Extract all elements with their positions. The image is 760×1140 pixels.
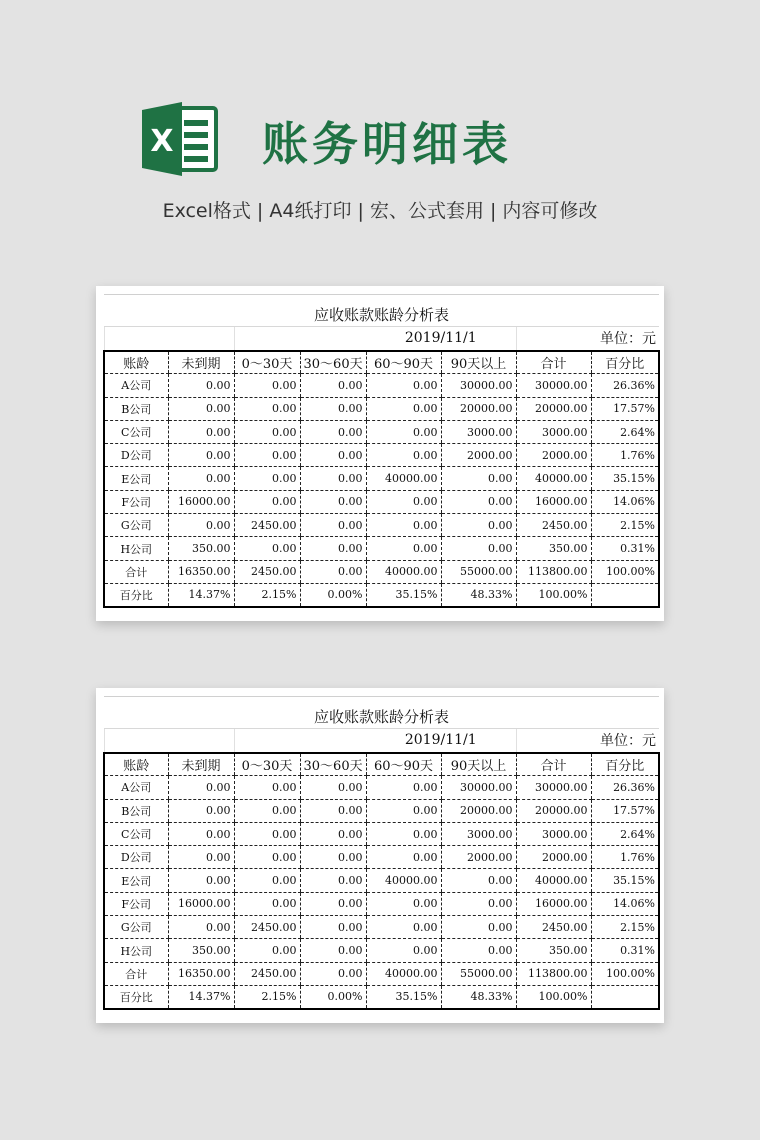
- table-cell: 0.00: [300, 846, 366, 869]
- table-cell: 2450.00: [516, 514, 591, 537]
- table-cell: 2000.00: [441, 846, 516, 869]
- table-cell: 0.00: [168, 374, 234, 397]
- table-cell: 30000.00: [516, 374, 591, 397]
- table-cell: 16000.00: [168, 490, 234, 513]
- table-cell: 3000.00: [441, 822, 516, 845]
- table-cell: 40000.00: [516, 869, 591, 892]
- table-cell: 0.00: [300, 490, 366, 513]
- column-header: 百分比: [591, 753, 659, 776]
- table-cell: 0.00: [366, 916, 441, 939]
- column-header: 60～90天: [366, 753, 441, 776]
- table-cell: 0.00: [441, 916, 516, 939]
- table-cell: 0.00: [366, 374, 441, 397]
- blank-cell: [234, 729, 366, 753]
- table-cell: 0.31%: [591, 537, 659, 560]
- table-cell: 20000.00: [516, 397, 591, 420]
- table-cell: 2450.00: [234, 962, 300, 985]
- table-cell: 0.00: [234, 892, 300, 915]
- table-cell: 0.00: [441, 514, 516, 537]
- table-cell: 0.00: [234, 490, 300, 513]
- table-cell: 0.00: [168, 916, 234, 939]
- table-cell: 3000.00: [516, 822, 591, 845]
- table-cell: 0.00: [300, 514, 366, 537]
- table-cell: 3000.00: [441, 420, 516, 443]
- table-cell: 26.36%: [591, 776, 659, 799]
- table-cell: 2450.00: [234, 514, 300, 537]
- table-cell: 0.00: [300, 822, 366, 845]
- table-cell: 48.33%: [441, 985, 516, 1008]
- table-cell: 0.00: [366, 444, 441, 467]
- unit-label: 单位：元: [591, 327, 659, 351]
- page-subtitle: Excel格式 | A4纸打印 | 宏、公式套用 | 内容可修改: [162, 200, 598, 222]
- table-cell: 0.00: [168, 869, 234, 892]
- table-row: [104, 869, 659, 892]
- table-cell: 2.15%: [234, 583, 300, 606]
- table-row: [104, 444, 659, 467]
- column-header: 账龄: [104, 351, 168, 374]
- row-label: A公司: [104, 374, 168, 397]
- table-cell: 40000.00: [516, 467, 591, 490]
- table-cell: 0.00: [234, 374, 300, 397]
- row-label: G公司: [104, 514, 168, 537]
- table-cell: 100.00%: [591, 560, 659, 583]
- table-row: [104, 490, 659, 513]
- column-header: 0～30天: [234, 351, 300, 374]
- table-cell: 0.00: [300, 799, 366, 822]
- table-cell: 2.15%: [234, 985, 300, 1008]
- row-label: E公司: [104, 869, 168, 892]
- table-cell: 3000.00: [516, 420, 591, 443]
- table-cell: 16350.00: [168, 962, 234, 985]
- table-cell: 0.00: [366, 776, 441, 799]
- header-row: [104, 753, 659, 776]
- row-label: B公司: [104, 799, 168, 822]
- blank-cell: [516, 729, 591, 753]
- table-cell: 0.00: [168, 444, 234, 467]
- table-cell: 30000.00: [441, 776, 516, 799]
- table-cell: 0.00: [168, 799, 234, 822]
- table-cell: 20000.00: [441, 799, 516, 822]
- table-cell: 0.00: [366, 397, 441, 420]
- table-cell: 16000.00: [516, 490, 591, 513]
- table-cell: 0.00: [300, 560, 366, 583]
- total-row: [104, 560, 659, 583]
- page-title: 账务明细表: [262, 117, 512, 171]
- table-cell: 0.00: [234, 869, 300, 892]
- column-header: 60～90天: [366, 351, 441, 374]
- table-cell: 35.15%: [366, 583, 441, 606]
- table-cell: 0.00: [300, 962, 366, 985]
- table-row: [104, 467, 659, 490]
- total-row: [104, 962, 659, 985]
- table-cell: 0.00: [300, 776, 366, 799]
- table-cell: 2450.00: [516, 916, 591, 939]
- column-header: 90天以上: [441, 753, 516, 776]
- table-cell: 350.00: [516, 537, 591, 560]
- table-cell: 0.00: [234, 776, 300, 799]
- table-row: [104, 916, 659, 939]
- table-row: [104, 846, 659, 869]
- table-cell: 0.00: [234, 822, 300, 845]
- table-cell: 0.00: [168, 514, 234, 537]
- table-cell: 0.00: [300, 374, 366, 397]
- table-cell: 0.00: [441, 892, 516, 915]
- table-cell: 35.15%: [591, 467, 659, 490]
- table-cell: 40000.00: [366, 869, 441, 892]
- table-row: [104, 776, 659, 799]
- table-cell: 16350.00: [168, 560, 234, 583]
- table-cell: 2000.00: [441, 444, 516, 467]
- table-cell: 0.00: [366, 514, 441, 537]
- row-label: D公司: [104, 846, 168, 869]
- row-label: 合计: [104, 962, 168, 985]
- table-title: 应收账款账龄分析表: [104, 295, 659, 327]
- table-cell: 0.00: [234, 467, 300, 490]
- table-cell: 30000.00: [516, 776, 591, 799]
- aging-table: [103, 696, 660, 1010]
- table-cell: 55000.00: [441, 962, 516, 985]
- column-header: 0～30天: [234, 753, 300, 776]
- table-cell: 0.00: [168, 467, 234, 490]
- column-header: 合计: [516, 351, 591, 374]
- table-cell: 0.00: [234, 397, 300, 420]
- table-cell: 0.00: [300, 916, 366, 939]
- table-cell: 0.00: [366, 892, 441, 915]
- percent-row: [104, 583, 659, 606]
- table-cell: 0.00: [366, 799, 441, 822]
- table-row: [104, 892, 659, 915]
- table-row: [104, 374, 659, 397]
- excel-logo-icon: [140, 100, 220, 178]
- table-cell: 0.00: [168, 822, 234, 845]
- column-header: 30～60天: [300, 351, 366, 374]
- table-cell: 30000.00: [441, 374, 516, 397]
- table-cell: 2.15%: [591, 916, 659, 939]
- table-cell: 20000.00: [516, 799, 591, 822]
- table-cell: 100.00%: [591, 962, 659, 985]
- unit-label: 单位：元: [591, 729, 659, 753]
- table-cell: 0.00: [234, 537, 300, 560]
- table-cell: 0.00: [300, 892, 366, 915]
- table-cell: 0.00: [234, 444, 300, 467]
- table-cell: 2.15%: [591, 514, 659, 537]
- table-cell: 0.31%: [591, 939, 659, 962]
- row-label: B公司: [104, 397, 168, 420]
- table-cell: 0.00: [168, 846, 234, 869]
- row-label: H公司: [104, 939, 168, 962]
- table-cell: 0.00: [366, 939, 441, 962]
- table-cell: 2450.00: [234, 560, 300, 583]
- table-cell: 0.00: [234, 420, 300, 443]
- sheet-preview-2: [96, 688, 664, 1023]
- blank-cell: [104, 729, 234, 753]
- table-cell: 0.00: [441, 490, 516, 513]
- table-cell: 350.00: [168, 537, 234, 560]
- table-cell: 0.00: [300, 869, 366, 892]
- table-row: [104, 537, 659, 560]
- row-label: C公司: [104, 420, 168, 443]
- table-cell: [591, 583, 659, 606]
- row-label: H公司: [104, 537, 168, 560]
- table-cell: 17.57%: [591, 397, 659, 420]
- table-cell: 1.76%: [591, 846, 659, 869]
- table-cell: 16000.00: [516, 892, 591, 915]
- table-cell: 100.00%: [516, 985, 591, 1008]
- table-cell: 0.00: [300, 467, 366, 490]
- table-cell: 0.00: [234, 799, 300, 822]
- logo-letter: X: [150, 124, 174, 159]
- column-header: 未到期: [168, 753, 234, 776]
- table-cell: 0.00: [366, 490, 441, 513]
- table-row: [104, 799, 659, 822]
- table-cell: 55000.00: [441, 560, 516, 583]
- table-cell: 14.06%: [591, 490, 659, 513]
- table-row: [104, 822, 659, 845]
- row-label: G公司: [104, 916, 168, 939]
- table-cell: 0.00%: [300, 985, 366, 1008]
- table-row: [104, 514, 659, 537]
- table-row: [104, 939, 659, 962]
- row-label: 合计: [104, 560, 168, 583]
- table-cell: 0.00: [234, 846, 300, 869]
- table-cell: 1.76%: [591, 444, 659, 467]
- table-cell: 17.57%: [591, 799, 659, 822]
- table-cell: 0.00: [234, 939, 300, 962]
- column-header: 账龄: [104, 753, 168, 776]
- table-cell: 0.00: [300, 537, 366, 560]
- table-cell: 0.00: [441, 939, 516, 962]
- table-cell: 0.00%: [300, 583, 366, 606]
- table-cell: 35.15%: [591, 869, 659, 892]
- aging-table: [103, 294, 660, 608]
- column-header: 合计: [516, 753, 591, 776]
- percent-row: [104, 985, 659, 1008]
- table-cell: 26.36%: [591, 374, 659, 397]
- table-cell: 40000.00: [366, 560, 441, 583]
- row-label: D公司: [104, 444, 168, 467]
- table-cell: 40000.00: [366, 467, 441, 490]
- table-cell: 113800.00: [516, 560, 591, 583]
- row-label: 百分比: [104, 583, 168, 606]
- row-label: F公司: [104, 892, 168, 915]
- table-cell: 2000.00: [516, 846, 591, 869]
- table-cell: 14.06%: [591, 892, 659, 915]
- table-cell: 0.00: [366, 822, 441, 845]
- table-cell: 0.00: [168, 776, 234, 799]
- column-header: 90天以上: [441, 351, 516, 374]
- table-cell: 0.00: [300, 420, 366, 443]
- table-cell: 0.00: [300, 939, 366, 962]
- table-cell: 40000.00: [366, 962, 441, 985]
- row-label: F公司: [104, 490, 168, 513]
- row-label: A公司: [104, 776, 168, 799]
- table-cell: 0.00: [366, 846, 441, 869]
- table-cell: 0.00: [168, 397, 234, 420]
- table-cell: 0.00: [441, 467, 516, 490]
- table-cell: 16000.00: [168, 892, 234, 915]
- report-date: 2019/11/1: [366, 327, 516, 351]
- table-title: 应收账款账龄分析表: [104, 697, 659, 729]
- table-cell: 0.00: [366, 537, 441, 560]
- table-cell: [591, 985, 659, 1008]
- row-label: E公司: [104, 467, 168, 490]
- column-header: 百分比: [591, 351, 659, 374]
- blank-cell: [234, 327, 366, 351]
- table-cell: 100.00%: [516, 583, 591, 606]
- column-header: 30～60天: [300, 753, 366, 776]
- blank-cell: [516, 327, 591, 351]
- table-cell: 0.00: [300, 397, 366, 420]
- table-cell: 350.00: [516, 939, 591, 962]
- row-label: 百分比: [104, 985, 168, 1008]
- table-cell: 0.00: [168, 420, 234, 443]
- table-cell: 14.37%: [168, 985, 234, 1008]
- table-cell: 20000.00: [441, 397, 516, 420]
- table-cell: 0.00: [366, 420, 441, 443]
- table-cell: 48.33%: [441, 583, 516, 606]
- table-cell: 2.64%: [591, 822, 659, 845]
- table-row: [104, 420, 659, 443]
- table-cell: 350.00: [168, 939, 234, 962]
- table-cell: 35.15%: [366, 985, 441, 1008]
- column-header: 未到期: [168, 351, 234, 374]
- table-cell: 2000.00: [516, 444, 591, 467]
- header-row: [104, 351, 659, 374]
- table-cell: 0.00: [300, 444, 366, 467]
- table-row: [104, 397, 659, 420]
- table-cell: 2.64%: [591, 420, 659, 443]
- table-cell: 113800.00: [516, 962, 591, 985]
- row-label: C公司: [104, 822, 168, 845]
- blank-cell: [104, 327, 234, 351]
- report-date: 2019/11/1: [366, 729, 516, 753]
- table-cell: 14.37%: [168, 583, 234, 606]
- table-cell: 2450.00: [234, 916, 300, 939]
- table-cell: 0.00: [441, 537, 516, 560]
- page-header: [0, 0, 760, 240]
- table-cell: 0.00: [441, 869, 516, 892]
- sheet-preview-1: [96, 286, 664, 621]
